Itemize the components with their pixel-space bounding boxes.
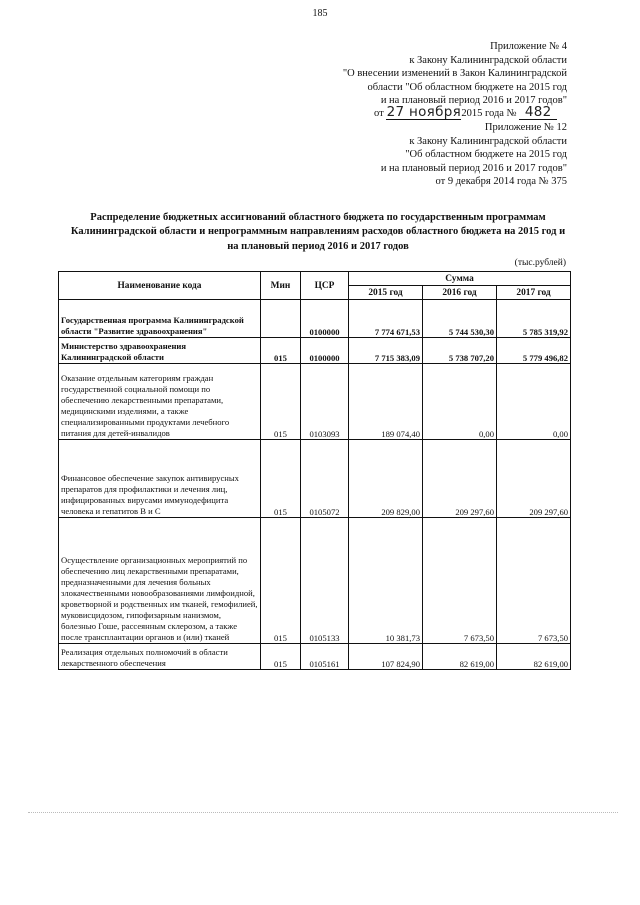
row-2016: 82 619,00 bbox=[423, 644, 497, 670]
table-row bbox=[59, 518, 571, 644]
appendix-12-block bbox=[381, 121, 567, 189]
handwritten-number: 482 bbox=[519, 106, 557, 120]
page-bottom-dotted-line bbox=[28, 812, 618, 813]
header-name: Наименование кода bbox=[59, 272, 261, 300]
units-label: (тыс.рублей) bbox=[514, 258, 566, 268]
row-min: 015 bbox=[261, 338, 301, 364]
appendix-12-line: "Об областном бюджете на 2015 год bbox=[405, 149, 567, 161]
appendix-4-line: к Закону Калининградской области bbox=[409, 54, 567, 66]
number-sign: № bbox=[506, 108, 517, 119]
row-2017: 209 297,60 bbox=[497, 440, 571, 518]
appendix-4-line: и на плановый период 2016 и 2017 годов" bbox=[380, 95, 567, 107]
appendix-12-line: и на плановый период 2016 и 2017 годов" bbox=[380, 162, 567, 174]
row-name: Финансовое обеспечение закупок антивирусных препаратов для профилактики и лечения лиц, инфицированных вирусами иммунодефицита человека и гепатитов В и С bbox=[59, 440, 261, 518]
row-2016: 5 738 707,20 bbox=[423, 338, 497, 364]
header-2015: 2015 год bbox=[349, 286, 423, 300]
appendix-12-line: к Закону Калининградской области bbox=[409, 135, 567, 147]
row-min: 015 bbox=[261, 364, 301, 440]
table-row bbox=[59, 364, 571, 440]
row-csr: 0105072 bbox=[301, 440, 349, 518]
row-2015: 107 824,90 bbox=[349, 644, 423, 670]
appendix-12-line: от 9 декабря 2014 года № 375 bbox=[435, 176, 567, 188]
row-2016: 5 744 530,30 bbox=[423, 300, 497, 338]
row-name: Оказание отдельным категориям граждан государственной социальной помощи по обеспечению лекарственными препаратами, медицинскими изделиями, а также специализированными продуктами лечебного питания для детей-инвалидов bbox=[59, 364, 261, 440]
date-prefix: от bbox=[374, 108, 384, 119]
header-csr: ЦСР bbox=[301, 272, 349, 300]
appendix-4-line: Приложение № 4 bbox=[490, 41, 567, 52]
document-title: Распределение бюджетных ассигнований областного бюджета по государственным программам Калининградской области и непрограммным направлениям расходов областного бюджета на 2015 год и на плановый период 2016 и 2017 годов bbox=[70, 212, 566, 252]
budget-table bbox=[58, 271, 571, 670]
page-number: 185 bbox=[312, 8, 328, 19]
row-2015: 7 774 671,53 bbox=[349, 300, 423, 338]
header-2016: 2016 год bbox=[423, 286, 497, 300]
row-2015: 189 074,40 bbox=[349, 364, 423, 440]
row-2016: 209 297,60 bbox=[423, 440, 497, 518]
row-name: Осуществление организационных мероприятий по обеспечению лиц лекарственными препаратами, предназначенными для лечения больных злокачественными новообразованиями лимфоидной, кроветворной и родственных им тканей, гемофилией, муковисцидозом, гипофизарным нанизмом, болезнью Гоше, рассеянным склерозом, а также после трансплантации органов и (или) тканей bbox=[59, 518, 261, 644]
row-csr: 0105161 bbox=[301, 644, 349, 670]
table-row bbox=[59, 644, 571, 670]
header-sum: Сумма bbox=[349, 272, 571, 286]
row-2015: 7 715 383,09 bbox=[349, 338, 423, 364]
row-2017: 5 779 496,82 bbox=[497, 338, 571, 364]
row-csr: 0100000 bbox=[301, 338, 349, 364]
row-min: 015 bbox=[261, 440, 301, 518]
table-row bbox=[59, 300, 571, 338]
appendix-4-line: "О внесении изменений в Закон Калининградской bbox=[342, 68, 567, 80]
row-2015: 10 381,73 bbox=[349, 518, 423, 644]
row-min: 015 bbox=[261, 644, 301, 670]
appendix-12-line: Приложение № 12 bbox=[484, 122, 567, 133]
row-name: Государственная программа Калининградской области "Развитие здравоохранения" bbox=[59, 300, 261, 338]
header-2017: 2017 год bbox=[497, 286, 571, 300]
row-2017: 7 673,50 bbox=[497, 518, 571, 644]
row-name: Реализация отдельных полномочий в области лекарственного обеспечения bbox=[59, 644, 261, 670]
table-row bbox=[59, 338, 571, 364]
row-name: Министерство здравоохранения Калининградской области bbox=[59, 338, 261, 364]
row-min: 015 bbox=[261, 518, 301, 644]
handwritten-date: 27 ноября bbox=[386, 104, 462, 120]
date-year: 2015 года bbox=[461, 108, 504, 119]
row-2015: 209 829,00 bbox=[349, 440, 423, 518]
table-header-row bbox=[59, 272, 571, 286]
row-2017: 0,00 bbox=[497, 364, 571, 440]
header-min: Мин bbox=[261, 272, 301, 300]
row-2017: 5 785 319,92 bbox=[497, 300, 571, 338]
row-2016: 0,00 bbox=[423, 364, 497, 440]
row-2016: 7 673,50 bbox=[423, 518, 497, 644]
appendix-4-line: области "Об областном бюджете на 2015 год bbox=[367, 81, 567, 93]
row-csr: 0105133 bbox=[301, 518, 349, 644]
row-2017: 82 619,00 bbox=[497, 644, 571, 670]
table-row bbox=[59, 440, 571, 518]
row-min bbox=[261, 300, 301, 338]
row-csr: 0103093 bbox=[301, 364, 349, 440]
appendix-4-block bbox=[343, 40, 567, 108]
date-line bbox=[374, 106, 557, 120]
row-csr: 0100000 bbox=[301, 300, 349, 338]
